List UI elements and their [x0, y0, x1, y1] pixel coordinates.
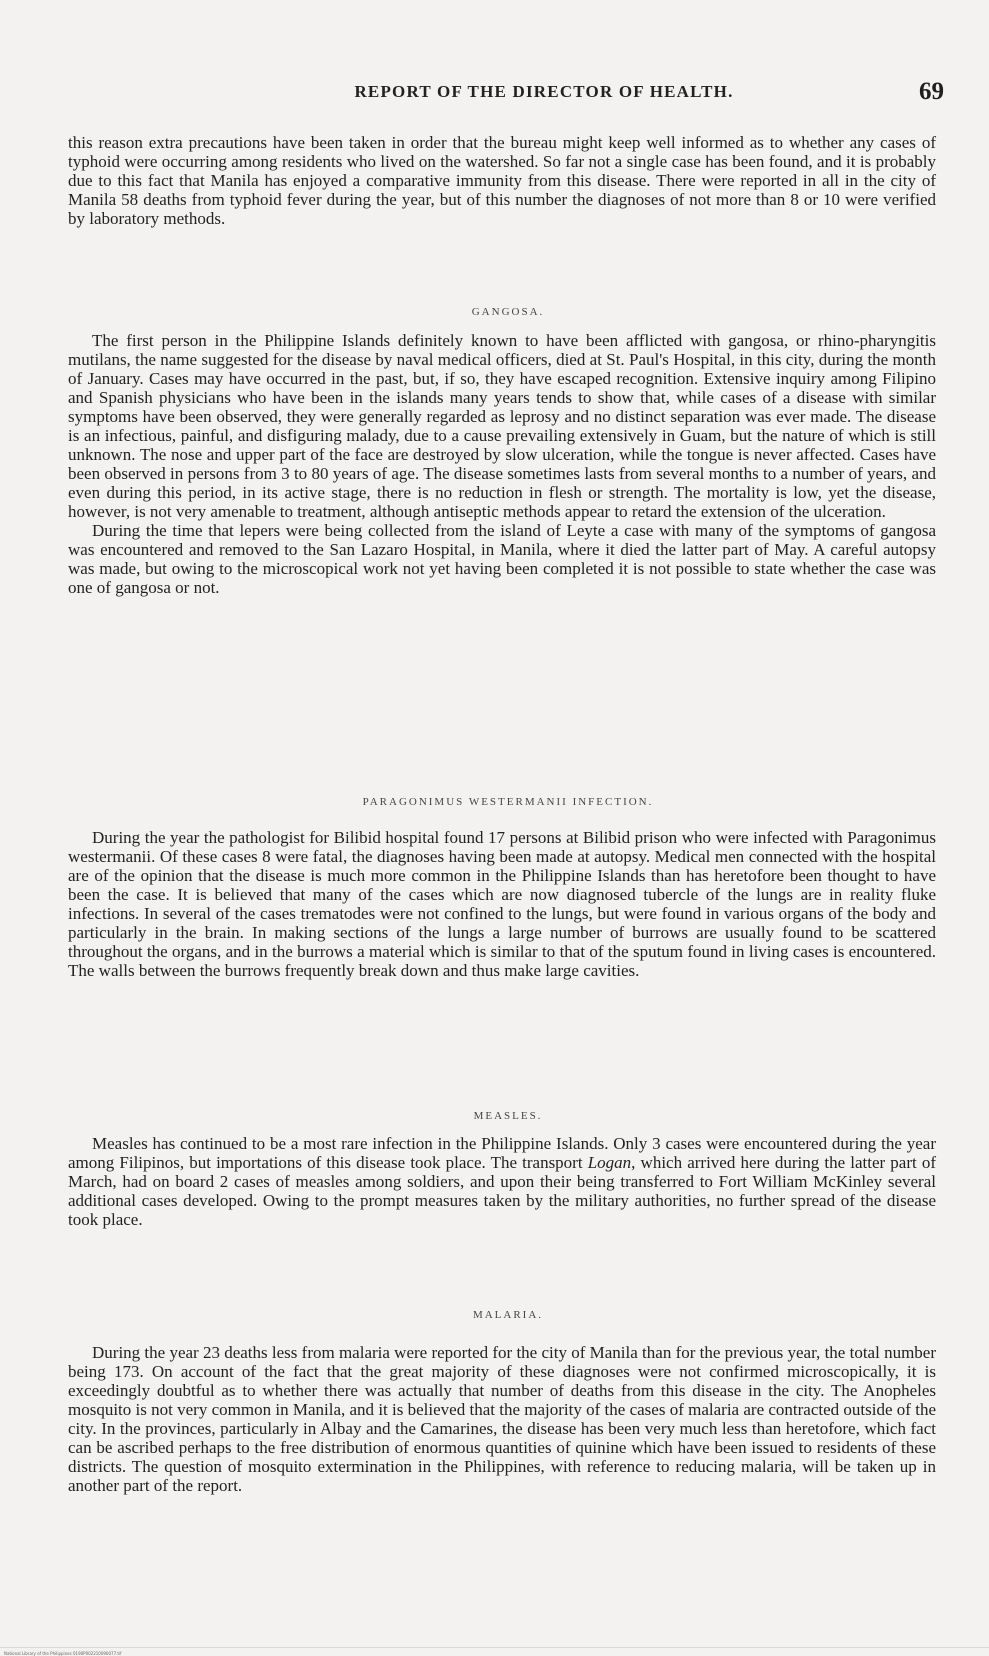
gangosa-heading: GANGOSA. [471, 306, 545, 318]
malaria-heading: MALARIA. [472, 1309, 544, 1321]
page-header [74, 78, 944, 114]
bottom-rule [0, 1647, 989, 1648]
gangosa-paragraph-1: The first person in the Philippine Islands definitely known to have been afflicted with gangosa, or rhino-pharyngitis mutilans, the name suggested for the disease by naval medical officers, died at St. Paul's Hospital, in this city, during the month of January. Cases may have occurred in the past, but, if so, they have escaped recognition. Extensive inquiry among Filipino and Spanish physicians who have been in the islands many years tends to show that, while cases of a disease with similar symptoms have been observed, they were generally regarded as leprosy and no distinct separation was ever made. The disease is an infectious, painful, and disfiguring malady, due to a cause prevailing extensively in Guam, but the nature of which is still unknown. The nose and upper part of the face are destroyed by slow ulceration, while the tongue is never affected. Cases have been observed in persons from 3 to 80 years of age. The disease sometimes lasts from several months to a number of years, and even during this period, in its active stage, there is no reduction in flesh or strength. The mortality is low, yet the disease, however, is not very amenable to treatment, although antiseptic methods appear to retard the extension of the ulceration. [68, 331, 936, 521]
measles-heading: MEASLES. [473, 1110, 543, 1122]
running-head: REPORT OF THE DIRECTOR OF HEALTH. [354, 82, 734, 101]
ship-name: Logan [587, 1153, 632, 1172]
paragonimus-section [68, 828, 936, 980]
paragonimus-heading: PARAGONIMUS WESTERMANII INFECTION. [362, 796, 654, 808]
measles-paragraph [68, 1134, 936, 1229]
gangosa-section [68, 331, 936, 597]
malaria-section [68, 1343, 936, 1495]
intro-section [68, 133, 936, 228]
page-number: 69 [919, 78, 944, 105]
malaria-paragraph: During the year 23 deaths less from malaria were reported for the city of Manila than for the previous year, the total number being 173. On account of the fact that the great majority of these diagnoses were not confirmed microscopically, it is exceedingly doubtful as to whether there was actually that number of deaths from this disease in the city. The Anopheles mosquito is not very common in Manila, and it is believed that the majority of the cases of malaria are contracted outside of the city. In the provinces, particularly in Albay and the Camarines, the disease has been very much less than heretofore, which fact can be ascribed perhaps to the free distribution of enormous quantities of quinine which have been issued to residents of these districts. The question of mosquito extermination in the Philippines, with reference to reducing malaria, will be taken up in another part of the report. [68, 1343, 936, 1495]
measles-text-after: , which arrived here during the latter part of March, had on board 2 cases of measles among soldiers, and upon their being transferred to Fort William McKinley several additional cases developed. Owing to the prompt measures taken by the military authorities, no further spread of the disease took place. [68, 1153, 937, 1229]
intro-paragraph: this reason extra precautions have been taken in order that the bureau might keep well informed as to whether any cases of typhoid were occurring among residents who lived on the watershed. So far not a single case has been found, and it is probably due to this fact that Manila has enjoyed a comparative immunity from this disease. There were reported in all in the city of Manila 58 deaths from typhoid fever during the year, but of this number the diagnoses of not more than 8 or 10 were verified by laboratory methods. [68, 133, 936, 228]
measles-section [68, 1134, 936, 1229]
measles-text-before: Measles has continued to be a most rare infection in the Philippine Islands. Only 3 cases were encountered during the year among Filipinos, but importations of this disease took place. The transport [68, 1134, 936, 1172]
gangosa-paragraph-2: During the time that lepers were being collected from the island of Leyte a case with many of the symptoms of gangosa was encountered and removed to the San Lazaro Hospital, in Manila, where it died the latter part of May. A careful autopsy was made, but owing to the microscopical work not yet having been completed it is not possible to state whether the case was one of gangosa or not. [68, 521, 936, 597]
scan-note: National Library of the Philippines 0190P002210090077.tif [4, 1651, 122, 1656]
paragonimus-paragraph: During the year the pathologist for Bilibid hospital found 17 persons at Bilibid prison who were infected with Paragonimus westermanii. Of these cases 8 were fatal, the diagnoses having been made at autopsy. Medical men connected with the hospital are of the opinion that the disease is much more common in the Philippine Islands than has heretofore been thought to have been the case. It is believed that many of the cases which are now diagnosed tubercle of the lungs are in reality fluke infections. In several of the cases trematodes were not confined to the lungs, but were found in various organs of the body and particularly in the brain. In making sections of the lungs a large number of burrows are usually found to be scattered throughout the organs, and in the burrows a material which is similar to that of the sputum found in living cases is encountered. The walls between the burrows frequently break down and thus make large cavities. [68, 828, 936, 980]
